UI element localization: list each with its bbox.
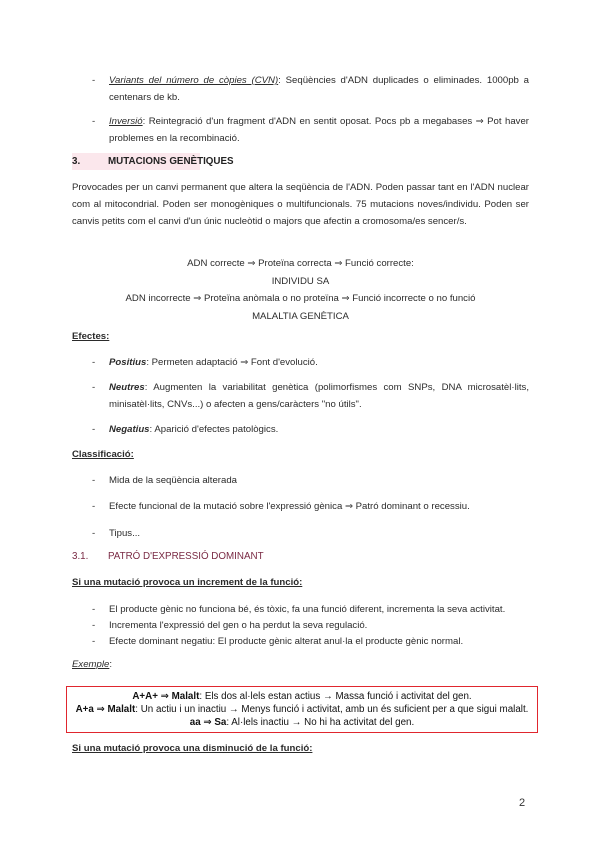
example-line	[67, 703, 537, 716]
example-genotype: A+A+ ⇒ Malalt	[132, 691, 200, 702]
list-item-inversio	[109, 113, 529, 147]
center-line: INDIVIDU SA	[271, 275, 330, 287]
text-negatius: : Aparició d'efectes patològics.	[149, 424, 279, 435]
increment-item: El producte gènic no funciona bé, és tòxic, fa una funció diferent, incrementa la seva activitat.	[109, 604, 506, 615]
term-cvn: Variants del número de còpies (CVN)	[109, 75, 279, 86]
example-genotype: A+a ⇒ Malalt	[75, 704, 136, 715]
term-neutres: Neutres	[109, 382, 145, 393]
list-dash: -	[92, 424, 96, 435]
list-dash: -	[92, 636, 96, 647]
subsection-title: PATRÓ D'EXPRESSIÓ DOMINANT	[108, 551, 264, 562]
list-dash: -	[92, 116, 96, 127]
list-dash: -	[92, 382, 96, 393]
term-negatius: Negatius	[109, 424, 150, 435]
classificacio-label: Classificació:	[72, 449, 134, 460]
term-inversio: Inversió	[109, 116, 143, 127]
center-line: ADN correcte ⇒ Proteïna correcta ⇒ Funció correcte:	[187, 258, 414, 269]
page-number: 2	[519, 797, 526, 809]
list-dash: -	[92, 528, 96, 539]
example-text: : Els dos al·lels estan actius → Massa funció i activitat del gen.	[199, 691, 472, 702]
subheading-increment: Si una mutació provoca un increment de la funció:	[72, 577, 303, 588]
classificacio-item: Tipus...	[109, 528, 141, 539]
classificacio-item: Mida de la seqüència alterada	[109, 475, 238, 486]
example-box	[66, 686, 538, 733]
list-dash: -	[92, 357, 96, 368]
center-line: MALALTIA GENÈTICA	[252, 310, 349, 322]
center-block	[72, 255, 529, 325]
example-label: Exemple	[72, 659, 110, 670]
efecte-positius	[109, 354, 529, 371]
list-dash: -	[92, 501, 96, 512]
efecte-neutres	[109, 379, 529, 413]
section-paragraph: Provocades per un canvi permanent que altera la seqüència de l'ADN. Poden passar tant en l'ADN nuclear com al mitocondrial. Poden ser monogèniques o multifuncionals. 75 mutacions noves/individu. Poden ser canvis petits com el canvi d'un únic nucleòtid o majors que afectin a cromosoma/es sencer/s.	[72, 182, 529, 227]
text-neutres: : Augmenten la variabilitat genètica (polimorfismes com SNPs, DNA microsatèl·lits, minisatèl·lits, CNVs...) o afecten a gens/caràcters "no útils".	[109, 382, 529, 410]
subheading-disminucio: Si una mutació provoca una disminució de la funció:	[72, 743, 313, 754]
subsection-number: 3.1.	[72, 551, 89, 562]
increment-item: Efecte dominant negatiu: El producte gènic alterat anul·la el producte gènic normal.	[109, 636, 464, 647]
center-line: ADN incorrecte ⇒ Proteïna anòmala o no proteïna ⇒ Funció incorrecte o no funció	[125, 293, 476, 304]
example-text: : Al·lels inactiu → No hi ha activitat del gen.	[226, 717, 415, 728]
list-dash: -	[92, 75, 96, 86]
example-colon: :	[109, 659, 112, 670]
increment-item: Incrementa l'expressió del gen o ha perdut la seva regulació.	[109, 620, 368, 631]
section-number: 3.	[72, 156, 81, 167]
example-line	[67, 716, 537, 729]
example-text: : Un actiu i un inactiu → Menys funció i activitat, amb un és suficient per a que sigui malalt.	[135, 704, 529, 715]
example-line	[67, 690, 537, 703]
list-dash: -	[92, 604, 96, 615]
efecte-negatius	[109, 421, 529, 438]
list-dash: -	[92, 620, 96, 631]
list-dash: -	[92, 475, 96, 486]
example-label-row	[72, 659, 112, 670]
example-genotype: aa ⇒ Sa	[189, 717, 227, 728]
text-cvn: : Seqüències d'ADN duplicades o eliminades. 1000pb a centenars de kb.	[109, 75, 530, 103]
term-positius: Positius	[109, 357, 147, 368]
classificacio-item: Efecte funcional de la mutació sobre l'expressió gènica ⇒ Patró dominant o recessiu.	[109, 501, 470, 512]
list-item-cvn	[109, 72, 529, 106]
efectes-label: Efectes:	[72, 331, 110, 342]
text-positius: : Permeten adaptació ⇒ Font d'evolució.	[146, 357, 318, 368]
text-inversio: : Reintegració d'un fragment d'ADN en sentit oposat. Pocs pb a megabases ⇒ Pot haver problemes en la recombinació.	[109, 116, 529, 144]
section-title: MUTACIONS GENÈTIQUES	[108, 156, 234, 167]
